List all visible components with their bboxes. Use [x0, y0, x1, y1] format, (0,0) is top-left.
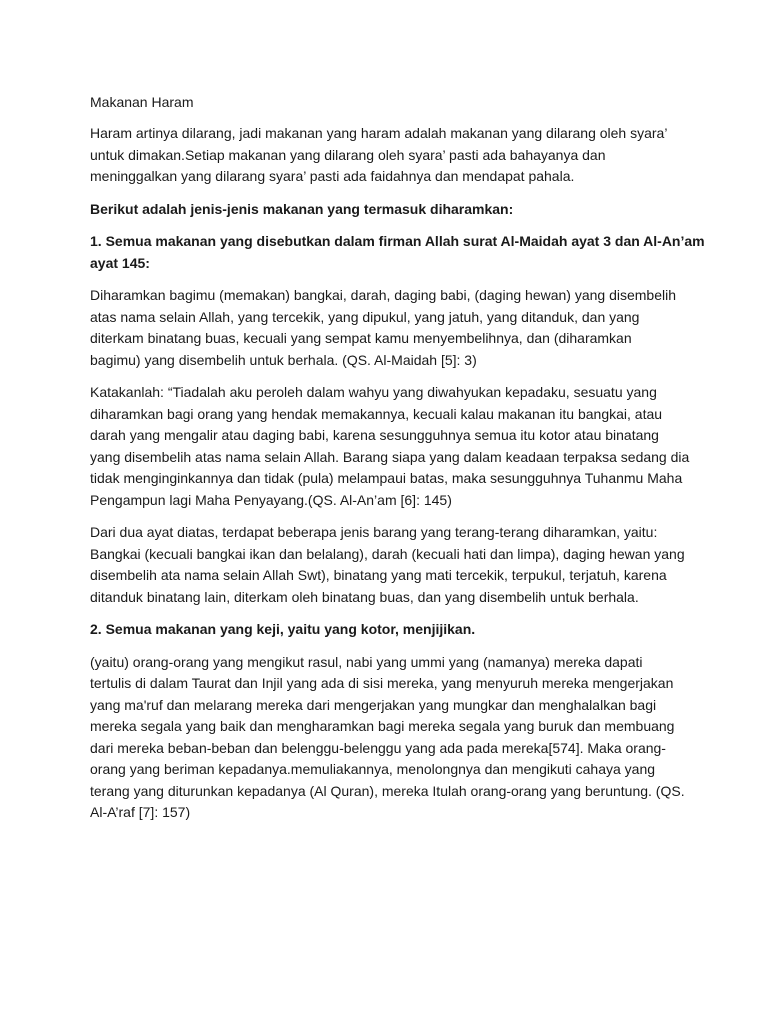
body-paragraph	[90, 522, 700, 608]
text-line: meninggalkan yang dilarang syara’ pasti ada faidahnya dan mendapat pahala.	[90, 168, 575, 184]
text-line: diharamkan bagi orang yang hendak memakannya, kecuali kalau makanan itu bangkai, atau	[90, 405, 663, 422]
text-line: yang ma'ruf dan melarang mereka dari mengerjakan yang mungkar dan menghalalkan bagi	[90, 696, 657, 713]
text-line: ditanduk binatang lain, diterkam oleh binatang buas, dan yang disembelih untuk berhala.	[90, 588, 639, 605]
text-line: Haram artinya dilarang, jadi makanan yang haram adalah makanan yang dilarang oleh syara’	[90, 125, 668, 141]
text-line: ayat 145:	[90, 254, 150, 271]
text-line: diterkam binatang buas, kecuali yang sempat kamu menyembelihnya, dan (diharamkan	[90, 330, 632, 346]
text-line: tertulis di dalam Taurat dan Injil yang ada di sisi mereka, yang menyuruh mereka mengerjakan	[90, 675, 674, 691]
text-line: Berikut adalah jenis-jenis makanan yang termasuk diharamkan:	[90, 200, 514, 217]
text-line: atas nama selain Allah, yang tercekik, yang dipukul, yang jatuh, yang ditanduk, dan yang	[90, 308, 640, 325]
text-line: 2. Semua makanan yang keji, yaitu yang kotor, menjijikan.	[90, 621, 476, 637]
text-line: terang yang diturunkan kepadanya (Al Quran), mereka Itulah orang-orang yang beruntung. (QS.	[90, 782, 685, 799]
text-line: Katakanlah: “Tiadalah aku peroleh dalam wahyu yang diwahyukan kepadaku, sesuatu yang	[90, 384, 657, 400]
text-line: darah yang mengalir atau daging babi, karena sesungguhnya semua itu kotor atau binatang	[90, 427, 659, 443]
text-line: bagimu) yang disembelih untuk berhala. (QS. Al-Maidah [5]: 3)	[90, 351, 477, 368]
text-line: Bangkai (kecuali bangkai ikan dan belalang), darah (kecuali hati dan limpa), daging hewan yang	[90, 545, 685, 562]
section-heading	[90, 619, 700, 641]
text-line: tidak menginginkannya dan tidak (pula) melampaui batas, maka sesungguhnya Tuhanmu Maha	[90, 470, 683, 486]
body-paragraph	[90, 285, 700, 371]
text-line: disembelih ata nama selain Allah Swt), binatang yang mati tercekik, terpukul, terjatuh, karena	[90, 567, 667, 583]
document-page	[90, 91, 705, 835]
body-paragraph	[90, 382, 700, 511]
text-line: Diharamkan bagimu (memakan) bangkai, darah, daging babi, (daging hewan) yang disembelih	[90, 287, 677, 303]
text-line: dari mereka beban-beban dan belenggu-belenggu yang ada pada mereka[574]. Maka orang-	[90, 739, 666, 756]
text-line: Al-A’raf [7]: 157)	[90, 804, 191, 820]
text-line: 1. Semua makanan yang disebutkan dalam firman Allah surat Al-Maidah ayat 3 dan Al-An’am	[90, 233, 705, 249]
text-line: orang yang beriman kepadanya.memuliakannya, menolongnya dan mengikuti cahaya yang	[90, 761, 656, 777]
text-line: yang disembelih atas nama selain Allah. Barang siapa yang dalam keadaan terpaksa sedang dia	[90, 448, 690, 465]
text-line: Pengampun lagi Maha Penyayang.(QS. Al-An’am [6]: 145)	[90, 491, 452, 508]
body-paragraph	[90, 123, 700, 188]
text-line: Dari dua ayat diatas, terdapat beberapa jenis barang yang terang-terang diharamkan, yaitu:	[90, 524, 658, 540]
body-paragraph	[90, 652, 700, 824]
text-line: mereka segala yang baik dan mengharamkan bagi mereka segala yang buruk dan membuang	[90, 718, 675, 734]
section-heading	[90, 199, 700, 221]
section-heading	[90, 231, 705, 274]
text-line: (yaitu) orang-orang yang mengikut rasul, nabi yang ummi yang (namanya) mereka dapati	[90, 653, 643, 670]
document-body	[90, 123, 705, 824]
document-title: Makanan Haram	[90, 94, 194, 110]
text-line: untuk dimakan.Setiap makanan yang dilarang oleh syara’ pasti ada bahayanya dan	[90, 146, 606, 163]
